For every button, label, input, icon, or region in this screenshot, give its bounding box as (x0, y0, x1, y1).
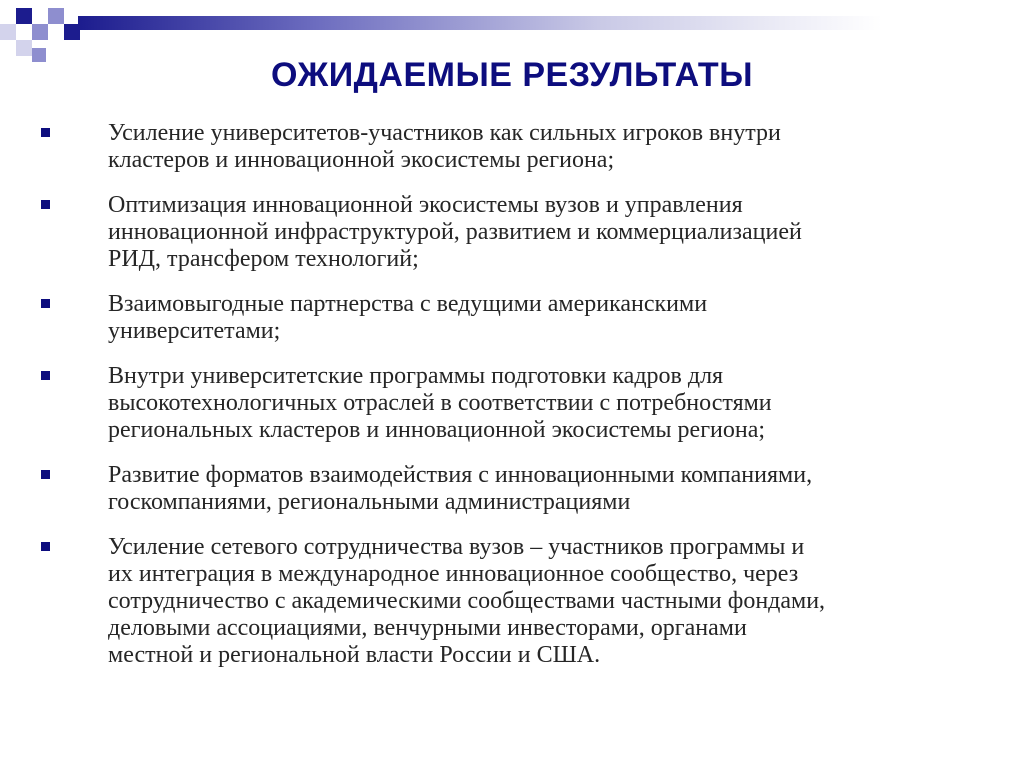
decorative-square-pale (16, 40, 32, 56)
bullet-text: Усиление сетевого сотрудничества вузов – участников программы и их интеграция в международное инновационное сообщество, через сотрудничество с академическими сообществами частными фондами, деловыми ассоциациями, венчурными инвесторами, органами местной и региональной власти России и США. (108, 534, 826, 668)
square-bullet-icon (41, 371, 50, 380)
bullet-item (0, 291, 1024, 345)
bullet-text: Усиление университетов-участников как сильных игроков внутри кластеров и инновационной экосистемы региона; (108, 120, 781, 173)
bullet-item (0, 534, 1024, 669)
bullet-list (0, 120, 1024, 687)
bullet-text: Взаимовыгодные партнерства с ведущими американскими университетами; (108, 291, 708, 344)
decorative-square-navy (16, 8, 32, 24)
top-gradient-band (78, 16, 1024, 30)
bullet-text: Развитие форматов взаимодействия с инновационными компаниями, госкомпаниями, региональными администрациями (108, 462, 813, 515)
decorative-square-lavender (32, 24, 48, 40)
bullet-item (0, 363, 1024, 444)
decorative-square-lavender (48, 8, 64, 24)
bullet-item (0, 462, 1024, 516)
square-bullet-icon (41, 128, 50, 137)
slide-title: ОЖИДАЕМЫЕ РЕЗУЛЬТАТЫ (271, 56, 753, 94)
bullet-item (0, 192, 1024, 273)
bullet-text: Оптимизация инновационной экосистемы вузов и управления инновационной инфраструктурой, развитием и коммерциализацией РИД, трансфером технологий; (108, 192, 802, 272)
bullet-text: Внутри университетские программы подготовки кадров для высокотехнологичных отраслей в соответствии с потребностями региональных кластеров и инновационной экосистемы региона; (108, 363, 772, 443)
square-bullet-icon (41, 470, 50, 479)
square-bullet-icon (41, 299, 50, 308)
bullet-item (0, 120, 1024, 174)
square-bullet-icon (41, 542, 50, 551)
decorative-square-pale (0, 24, 16, 40)
square-bullet-icon (41, 200, 50, 209)
